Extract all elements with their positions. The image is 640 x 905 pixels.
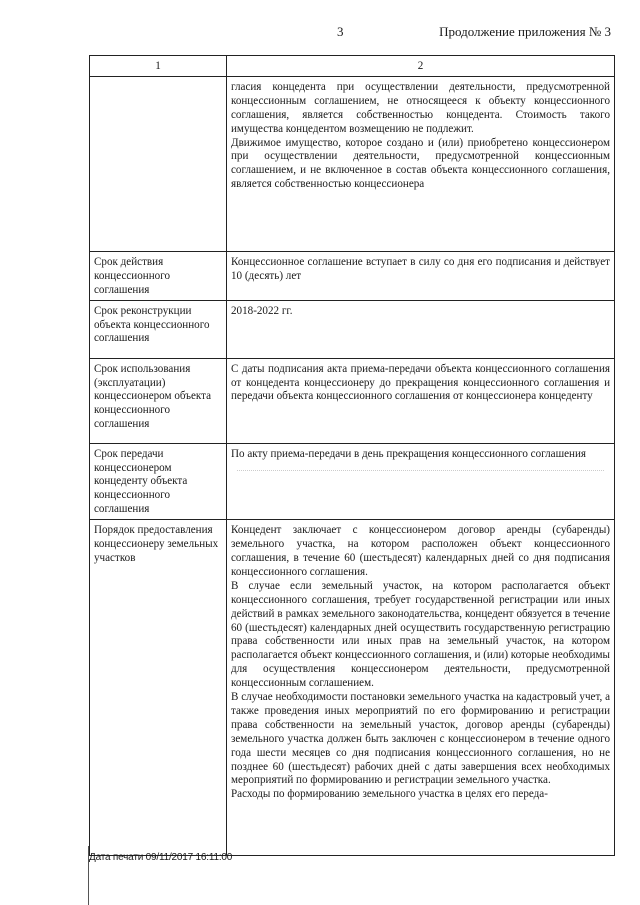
paragraph: С даты подписания акта приема-передачи объекта концессионного соглашения от концедента концессионеру до прекращения концессионного соглашения и передачи объекта концессионного соглашения от концессионера концеденту — [231, 362, 610, 403]
row-content — [227, 300, 615, 358]
paragraph: Расходы по формированию земельного участка в целях его переда- — [231, 788, 548, 801]
table-row — [90, 76, 615, 251]
paragraph: 2018-2022 гг. — [231, 304, 293, 317]
row-label: Срок действия концессионного соглашения — [90, 251, 227, 300]
paragraph: В случае необходимости постановки земельного участка на кадастровый учет, а также проведения иных мероприятий по его формированию и регистрации права собственности на земельный участок, договор аренды (субаренды) земельного участка должен быть заключен с концессионером в течение одного года шести месяцев со дня подписания концессионного соглашения, но не позднее 60 (шестьдесят) рабочих дней с даты завершения всех необходимых мероприятий по формированию и регистрации земельного участка. — [231, 691, 610, 787]
table-row — [90, 520, 615, 856]
paragraph: гласия концедента при осуществлении деятельности, предусмотренной концессионным соглашением, не относящееся к объекту концессионного соглашения, является собственностью концедента. Стоимость такого имущества концедентом возмещению не подлежит. — [231, 80, 610, 135]
paragraph: Концессионное соглашение вступает в силу со дня его подписания и действует 10 (десять) лет — [231, 255, 610, 282]
table-row — [90, 443, 615, 520]
table-row — [90, 251, 615, 300]
column-header-2: 2 — [227, 56, 615, 77]
row-content — [227, 251, 615, 300]
row-label: Срок передачи концессионером концеденту объекта концессионного соглашения — [90, 443, 227, 520]
appendix-continuation-label: Продолжение приложения № 3 — [439, 24, 611, 39]
row-label: Срок реконструкции объекта концессионного соглашения — [90, 300, 227, 358]
row-label — [90, 76, 227, 251]
row-content — [227, 76, 615, 251]
row-content — [227, 520, 615, 856]
concession-terms-table — [89, 55, 615, 856]
row-label: Порядок предоставления концессионеру земельных участков — [90, 520, 227, 856]
row-content — [227, 443, 615, 520]
table-row — [90, 300, 615, 358]
paragraph: Концедент заключает с концессионером договор аренды (субаренды) земельного участка, на котором расположен объект концессионного соглашения, в течение 60 (шестьдесят) календарных дней со дня подписания концессионного соглашения. — [231, 524, 610, 578]
column-header-1: 1 — [90, 56, 227, 77]
row-content — [227, 358, 615, 443]
paragraph: По акту приема-передачи в день прекращения концессионного соглашения — [231, 447, 587, 460]
table-header-row — [90, 56, 615, 77]
print-date: Дата печати 09/11/2017 16:11:00 — [89, 852, 233, 863]
paragraph: В случае если земельный участок, на котором располагается объект концессионного соглашения, требует государственной регистрации или иных действий в рамках земельного законодательства, концедент обязуется в течение 60 (шестьдесят) календарных дней осуществить государственную регистрацию права собственности или иных прав на земельный участок, на котором располагается объект концессионного соглашения, и (или) которые необходимы для осуществления концессионером деятельности, предусмотренной концессионным соглашением. — [231, 579, 611, 690]
page-number: 3 — [337, 24, 344, 39]
row-label: Срок использования (эксплуатации) концессионером объекта концессионного соглашения — [90, 358, 227, 443]
paragraph: Движимое имущество, которое создано и (или) приобретено концессионером при осуществлении деятельности, предусмотренной концессионным соглашением, и не включенное в состав объекта концессионного соглашения, является собственностью концессионера — [231, 136, 610, 191]
table-row — [90, 358, 615, 443]
scan-artifact-line — [237, 470, 604, 471]
